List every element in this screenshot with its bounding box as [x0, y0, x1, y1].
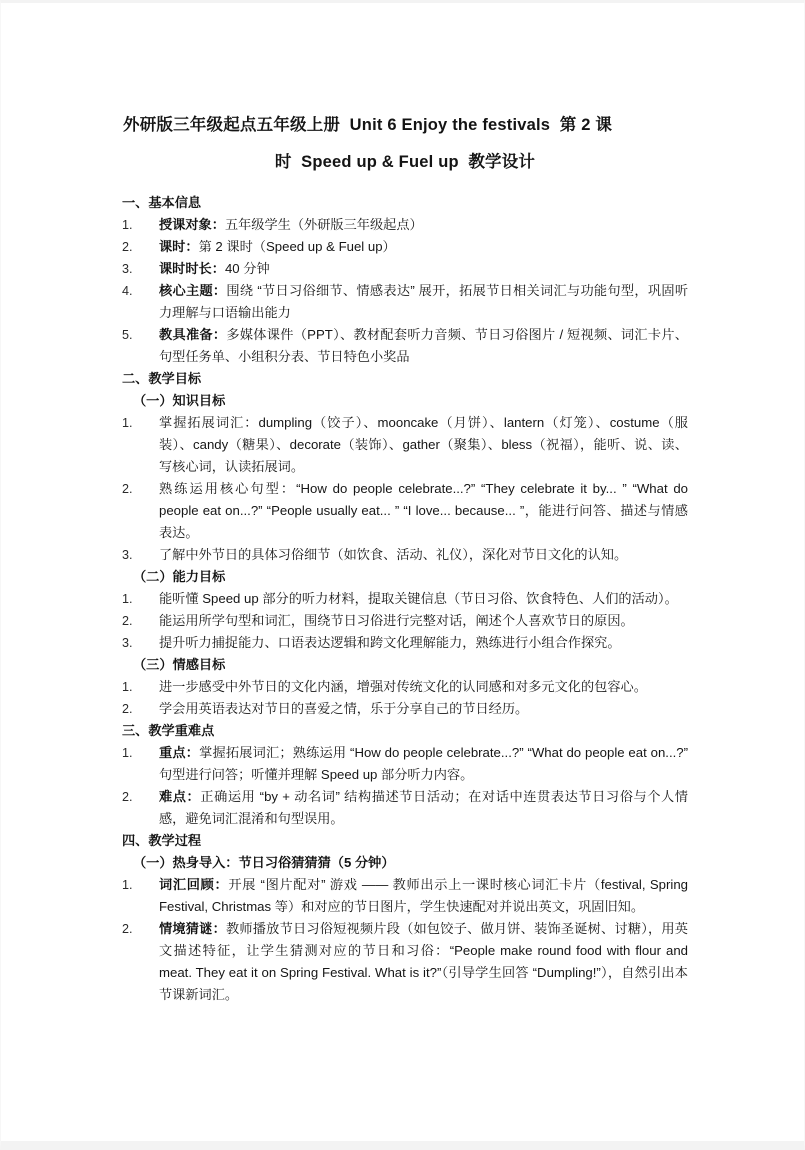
page-title-line-1: 外研版三年级起点五年级上册 Unit 6 Enjoy the festivals 第 2 课	[123, 116, 613, 134]
list-item	[122, 214, 688, 236]
list-item-text: 学会用英语表达对节日的喜爱之情，乐于分享自己的节日经历。	[159, 701, 529, 716]
list-item-label: 核心主题：	[159, 283, 227, 298]
list-item-number: 3.	[122, 548, 133, 562]
section-heading-一-基本信息: 一、基本信息	[122, 195, 202, 210]
list-item-text: 熟练运用核心句型：“How do people celebrate...?” “They celebrate it by... ” “What do people eat on...?” “People usually eat... ” “I love... because... ”，能进行问答、描述与情感表达。	[159, 481, 688, 540]
list-item	[122, 698, 688, 720]
list-item-text: 进一步感受中外节日的文化内涵，增强对传统文化的认同感和对多元文化的包容心。	[159, 679, 647, 694]
list-item-number: 2.	[122, 240, 133, 254]
list-item-text: 掌握拓展词汇；熟练运用 “How do people celebrate...?” “What do people eat on...?” 句型进行问答；听懂并理解 Speed up 部分听力内容。	[159, 745, 688, 782]
list-item-number: 5.	[122, 328, 133, 342]
page-title-line-2: 时 Speed up & Fuel up 教学设计	[274, 153, 536, 171]
list-item-number: 2.	[122, 702, 133, 716]
list-item-label: 词汇回顾：	[159, 877, 229, 892]
document-body	[122, 192, 688, 1006]
list-item-number: 2.	[122, 790, 133, 804]
list-item	[122, 632, 688, 654]
list-item-number: 1.	[122, 592, 133, 606]
list-item-label: 情境猜谜：	[159, 921, 226, 936]
subsection-heading-一-知识目标: （一）知识目标	[133, 393, 226, 408]
list-item	[122, 588, 688, 610]
list-item-number: 4.	[122, 284, 133, 298]
list-item-text: 开展 “图片配对” 游戏 —— 教师出示上一课时核心词汇卡片（festival, Spring Festival, Christmas 等）和对应的节日图片，学生快速配对并说出英文，巩固旧知。	[159, 877, 688, 914]
list-item-text: 多媒体课件（PPT）、教材配套听力音频、节日习俗图片 / 短视频、词汇卡片、句型任务单、小组积分表、节日特色小奖品	[159, 327, 688, 364]
subsection-heading-一-热身导入-节日习俗猜猜猜-5-分钟: （一）热身导入：节日习俗猜猜猜（5 分钟）	[133, 855, 395, 870]
list-item-number: 2.	[122, 482, 133, 496]
list-item	[122, 742, 688, 786]
list-item	[122, 610, 688, 632]
list-item-text: 40 分钟	[224, 261, 270, 276]
list-item-number: 1.	[122, 218, 133, 232]
list-item-text: 围绕 “节日习俗细节、情感表达” 展开，拓展节日相关词汇与功能句型，巩固听力理解与口语输出能力	[159, 283, 689, 320]
list-item	[122, 786, 688, 830]
list-item-text: 第 2 课时（Speed up & Fuel up）	[198, 239, 396, 254]
section-heading-四-教学过程: 四、教学过程	[122, 833, 202, 848]
list-item	[122, 918, 688, 1006]
list-item	[122, 258, 688, 280]
list-item-number: 1.	[122, 416, 133, 430]
list-item-label: 教具准备：	[159, 327, 227, 342]
list-item-number: 1.	[122, 680, 133, 694]
document-content	[122, 107, 688, 1006]
list-item	[122, 478, 688, 544]
list-item-label: 课时：	[159, 239, 199, 254]
list-item-text: 五年级学生（外研版三年级起点）	[224, 217, 423, 232]
list-item-number: 1.	[122, 746, 133, 760]
list-item-number: 1.	[122, 878, 133, 892]
list-item	[122, 280, 688, 324]
list-item-text: 教师播放节日习俗短视频片段（如包饺子、做月饼、装饰圣诞树、讨糖），用英文描述特征，让学生猜测对应的节日和习俗：“People make round food with flour and meat. They eat it on Spring Festival. What is it?”（引导学生回答 “Dumpling!”），自然引出本节课新词汇。	[159, 921, 688, 1002]
list-item	[122, 412, 688, 478]
list-item-number: 2.	[122, 922, 133, 936]
list-item-label: 重点：	[159, 745, 200, 760]
list-item	[122, 236, 688, 258]
list-item-text: 能运用所学句型和词汇，围绕节日习俗进行完整对话，阐述个人喜欢节日的原因。	[159, 613, 634, 628]
list-item-text: 正确运用 “by + 动名词” 结构描述节日活动；在对话中连贯表达节日习俗与个人情感，避免词汇混淆和句型误用。	[159, 789, 688, 826]
list-item-label: 难点：	[159, 789, 201, 804]
list-item	[122, 874, 688, 918]
list-item	[122, 676, 688, 698]
list-item-text: 能听懂 Speed up 部分的听力材料，提取关键信息（节日习俗、饮食特色、人们的活动）。	[159, 591, 678, 606]
list-item-number: 3.	[122, 636, 133, 650]
list-item-number: 3.	[122, 262, 133, 276]
list-item-number: 2.	[122, 614, 133, 628]
section-heading-二-教学目标: 二、教学目标	[122, 371, 202, 386]
list-item-text: 提升听力捕捉能力、口语表达逻辑和跨文化理解能力，熟练进行小组合作探究。	[159, 635, 621, 650]
list-item-text: 了解中外节日的具体习俗细节（如饮食、活动、礼仪），深化对节日文化的认知。	[159, 547, 628, 562]
list-item-label: 授课对象：	[159, 217, 225, 232]
list-item-label: 课时时长：	[159, 261, 225, 276]
subsection-heading-二-能力目标: （二）能力目标	[133, 569, 226, 584]
section-heading-三-教学重难点: 三、教学重难点	[122, 723, 215, 738]
subsection-heading-三-情感目标: （三）情感目标	[133, 657, 226, 672]
page-title	[122, 107, 688, 181]
list-item	[122, 544, 688, 566]
list-item	[122, 324, 688, 368]
list-item-text: 掌握拓展词汇：dumpling（饺子）、mooncake（月饼）、lantern（灯笼）、costume（服装）、candy（糖果）、decorate（装饰）、gather（聚集）、bless（祝福），能听、说、读、写核心词，认读拓展词。	[159, 415, 688, 474]
